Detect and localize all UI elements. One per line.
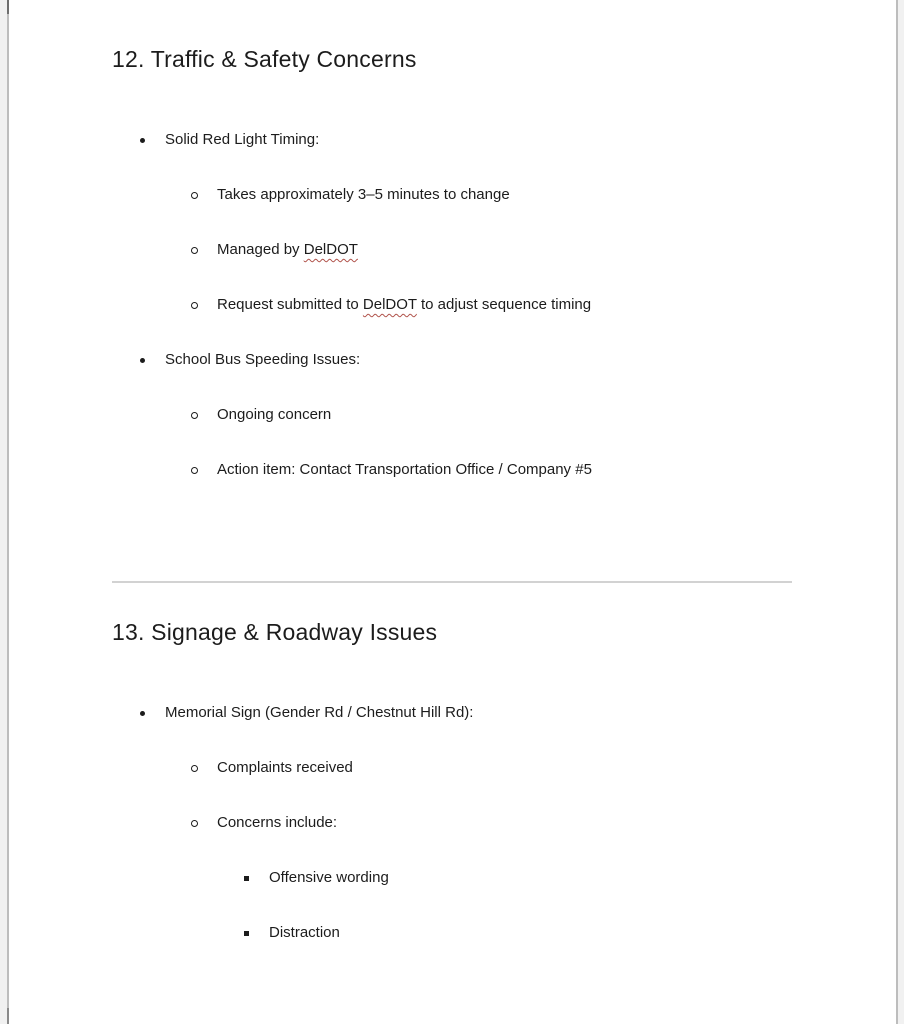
circle-bullet-icon: [190, 241, 217, 259]
page-edge-tick-top: [7, 0, 9, 14]
list-item-text: Action item: Contact Transportation Office / Company #5: [217, 461, 592, 478]
page-edge-line-left: [7, 0, 9, 1024]
list-item: [112, 186, 796, 204]
list-item: [112, 759, 796, 777]
list-item-text: Takes approximately 3–5 minutes to change: [217, 186, 510, 203]
section-heading: 13. Signage & Roadway Issues: [112, 619, 438, 645]
list-item: [112, 869, 796, 887]
circle-bullet-icon: [190, 406, 217, 424]
list-item: [112, 131, 796, 149]
list-item-text: Complaints received: [217, 759, 353, 776]
list-item: [112, 461, 796, 479]
circle-bullet-icon: [190, 461, 217, 479]
square-bullet-icon: [242, 924, 269, 942]
bullet-list: [112, 131, 796, 479]
list-item-text: Distraction: [269, 924, 340, 941]
section-heading: 12. Traffic & Safety Concerns: [112, 46, 417, 72]
list-item-text: Request submitted to DelDOT to adjust sequence timing: [217, 296, 592, 313]
list-item: [112, 351, 796, 369]
page-right-margin: [898, 0, 904, 1024]
square-bullet-icon: [242, 869, 269, 887]
circle-bullet-icon: [190, 186, 217, 204]
document-content: [112, 45, 796, 942]
list-item: [112, 704, 796, 722]
circle-bullet-icon: [190, 759, 217, 777]
list-item: [112, 296, 796, 314]
circle-bullet-icon: [190, 814, 217, 832]
misspelled-word: DelDOT: [303, 241, 358, 258]
list-item: [112, 924, 796, 942]
section-divider: [112, 581, 792, 583]
misspelled-word: DelDOT: [362, 296, 417, 313]
page-left-margin: [0, 0, 7, 1024]
list-item-text: Ongoing concern: [217, 406, 332, 423]
disc-bullet-icon: [138, 704, 165, 722]
list-item: [112, 241, 796, 259]
page-edge-tick-bottom: [7, 1008, 9, 1024]
list-item-text: School Bus Speeding Issues:: [165, 351, 361, 368]
disc-bullet-icon: [138, 351, 165, 369]
list-item-text: Concerns include:: [217, 814, 338, 831]
list-item-text: Managed by DelDOT: [217, 241, 358, 258]
list-item: [112, 814, 796, 832]
bullet-list: [112, 704, 796, 942]
list-item-text: Solid Red Light Timing:: [165, 131, 320, 148]
list-item: [112, 406, 796, 424]
list-item-text: Offensive wording: [269, 869, 389, 886]
list-item-text: Memorial Sign (Gender Rd / Chestnut Hill Rd):: [165, 704, 474, 721]
disc-bullet-icon: [138, 131, 165, 149]
circle-bullet-icon: [190, 296, 217, 314]
